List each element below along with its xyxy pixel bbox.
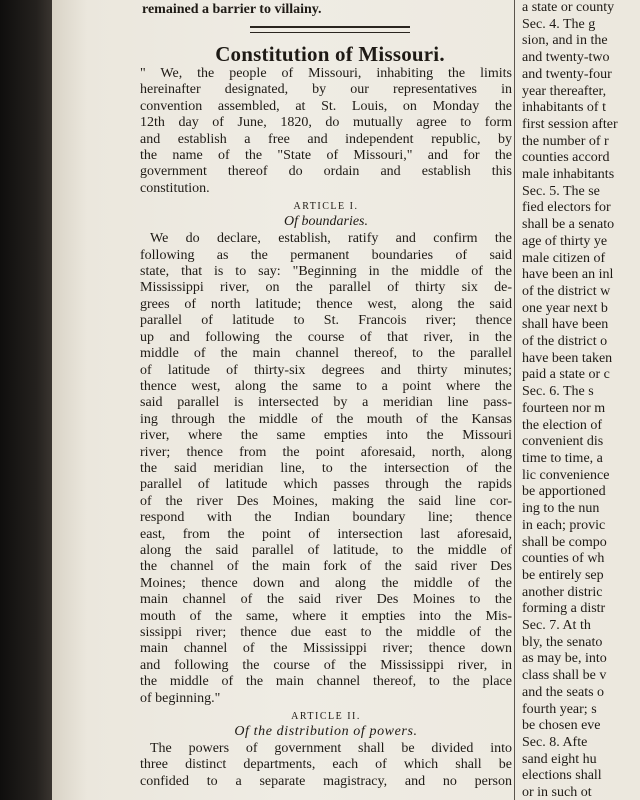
adjacent-column-line: be chosen eve [522,718,601,734]
article1-line: up and following the course of that river, in the [140,329,512,345]
article1-text [140,231,512,707]
adjacent-column-line: paid a state or c [522,367,610,383]
article1-line: ing through the middle of the mouth of the Kansas [140,411,512,427]
adjacent-column-line: forming a distr [522,601,606,617]
adjacent-column-line: the election of [522,417,603,433]
article2-line: The powers of government shall be divided into [150,741,512,757]
adjacent-column-line: have been taken [522,350,613,366]
adjacent-column-line: ing to the nun [522,501,600,517]
preamble-line: and establish a free and independent republic, by [140,131,512,147]
adjacent-column-line: male citizen of [522,250,606,266]
article1-line: thence west, along the same to a point where the [140,378,512,394]
adjacent-column-line: and twenty-four [522,66,612,82]
article1-line: river, where the same empties into the Missouri [140,428,512,444]
adjacent-column-line: male inhabitants [522,167,615,183]
article1-line: mouth of the same, where it empties into the Mis- [140,608,512,624]
main-column [140,0,520,800]
article-subtitle: Of the distribution of powers. [234,724,418,740]
preamble-line: 12th day of June, 1820, do mutually agree to form [140,115,512,131]
article1-line: and following the course of the Mississippi river, in [140,657,512,673]
article-heading: ARTICLE I. [293,201,359,213]
adjacent-column-line: counties accord [522,150,610,166]
adjacent-column-line: age of thirty ye [522,233,608,249]
adjacent-column-line: or in such ot [522,785,592,800]
adjacent-column-line: Sec. 8. Afte [522,734,588,750]
article-body [140,66,512,790]
adjacent-column-line: fourteen nor m [522,400,606,416]
adjacent-column-line: class shall be v [522,668,607,684]
article1-line: the middle of the main channel thereof, to the place [140,674,512,690]
article-heading: ARTICLE II. [291,711,361,723]
article1-line: grees of north latitude; thence west, along the said [140,296,512,312]
article1-line: main channel of the said river Des Moines to the [140,592,512,608]
adjacent-column-line: Sec. 7. At th [522,618,591,634]
adjacent-column-line: one year next b [522,300,608,316]
article1-line: main channel of the Mississippi river; thence down [140,641,512,657]
article1-line: Mississippi river, on the parallel of thirty six de- [140,280,512,296]
preamble-line: " We, the people of Missouri, inhabiting the limits [140,66,512,81]
adjacent-column-line: sion, and in the [522,33,608,49]
article1-line: We do declare, establish, ratify and confirm the [150,231,512,247]
adjacent-column-line: as may be, into [522,651,607,667]
adjacent-column-line: the number of r [522,133,609,149]
adjacent-column-line: of the district o [522,334,608,350]
adjacent-column-line: convenient dis [522,434,604,450]
adjacent-column-line: Sec. 6. The s [522,384,594,400]
article-subtitle: Of boundaries. [284,214,368,230]
adjacent-column-line: inhabitants of t [522,100,606,116]
newspaper-page [52,0,640,800]
adjacent-column-line: have been an inl [522,267,614,283]
double-rule-divider [250,26,410,33]
adjacent-column-line: another distric [522,584,603,600]
article1-line: of latitude of thirty-six degrees and thirty minutes; [140,362,512,378]
article1-line: the channel of the main fork of the said river Des [140,559,512,575]
previous-article-fragment: remained a barrier to villainy. [142,2,322,17]
adjacent-column-line: elections shall [522,768,602,784]
adjacent-column-line: fourth year; s [522,701,597,717]
article1-line: of beginning." [140,690,221,706]
article1-line: state, that is to say: "Beginning in the middle of the [140,264,512,280]
article1-line: following as the permanent boundaries of said [140,247,512,263]
adjacent-column-line: year thereafter, [522,83,607,99]
article1-line: said parallel is intersected by a meridian line pass- [140,395,512,411]
article1-line: respond with the Indian boundary line; thence [140,510,512,526]
article2-line: confided to a separate magistracy, and no person [140,773,512,789]
preamble-line: constitution. [140,180,210,196]
adjacent-column-line: shall be a senato [522,217,615,233]
article1-line: the said meridian line, to the intersection of the [140,460,512,476]
preamble-line: hereinafter designated, by our representatives in [140,82,512,98]
article2-text [140,741,512,790]
binding-spine [0,0,52,800]
article1-line: of the river Des Moines, making the said line cor- [140,493,512,509]
article1-line: middle of the main channel thereof, to the parallel [140,346,512,362]
preamble [140,66,512,197]
article1-line: river; thence from the point aforesaid, north, along [140,444,512,460]
article2-line: three distinct departments, each of which shall be [140,757,512,773]
article1-line: parallel of latitude to St. Francois river; thence [140,313,512,329]
adjacent-column-line: time to time, a [522,450,603,466]
adjacent-column-line: fied electors for [522,200,611,216]
preamble-line: government thereof do ordain and establish this [140,164,512,180]
adjacent-column-line: and the seats o [522,684,605,700]
adjacent-column-line: Sec. 4. The g [522,16,596,32]
adjacent-column-line: and twenty-two [522,50,610,66]
adjacent-column-line: be entirely sep [522,567,604,583]
adjacent-column-line: a state or county [522,0,615,15]
article1-line: sissippi river; thence due east to the middle of the [140,625,512,640]
adjacent-column [520,0,640,800]
adjacent-column-line: sand eight hu [522,751,597,767]
adjacent-column-line: be apportioned [522,484,606,500]
preamble-line: convention assembled, at St. Louis, on Monday the [140,98,512,114]
article1-line: east, from the point of intersection last aforesaid, [140,526,512,542]
preamble-line: the name of the "State of Missouri," and for the [140,148,512,164]
adjacent-column-line: shall have been [522,317,609,333]
adjacent-column-line: Sec. 5. The se [522,183,600,199]
adjacent-column-line: lic convenience [522,467,610,483]
article-title: Constitution of Missouri. [215,42,445,66]
article1-line: along the said parallel of latitude, to the middle of [140,542,512,558]
article1-line: Moines; thence down and along the middle of the [140,575,512,591]
adjacent-column-line: in each; provic [522,517,606,533]
article1-line: parallel of latitude which passes through the rapids [140,477,512,493]
adjacent-column-line: first session after [522,116,618,132]
adjacent-column-line: bly, the senato [522,634,603,650]
adjacent-column-line: shall be compo [522,534,607,550]
adjacent-column-line: of the district w [522,283,611,299]
adjacent-column-line: counties of wh [522,551,605,567]
